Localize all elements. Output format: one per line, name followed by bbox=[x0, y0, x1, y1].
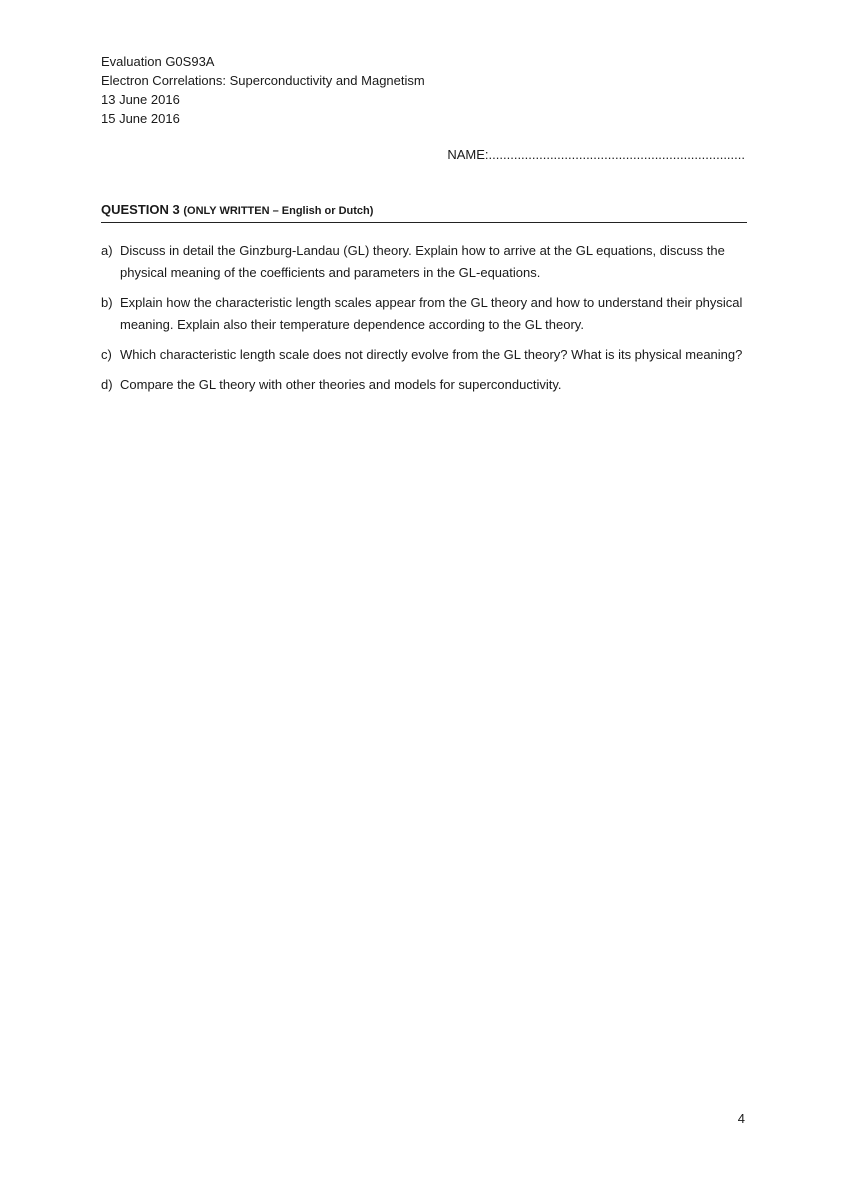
item-letter: d) bbox=[101, 377, 113, 392]
item-letter: c) bbox=[101, 347, 112, 362]
question-title: QUESTION 3 bbox=[101, 202, 180, 217]
heading-rule bbox=[101, 222, 747, 223]
course-code: Evaluation G0S93A bbox=[101, 54, 215, 69]
item-letter: a) bbox=[101, 243, 113, 258]
exam-date-2: 15 June 2016 bbox=[101, 111, 180, 126]
question-heading bbox=[101, 202, 747, 217]
question-list bbox=[101, 240, 753, 404]
question-subtitle: (ONLY WRITTEN – English or Dutch) bbox=[183, 205, 374, 217]
name-field bbox=[447, 147, 745, 162]
question-item-c bbox=[101, 344, 753, 366]
item-text: Compare the GL theory with other theories and models for superconductivity. bbox=[120, 377, 562, 392]
item-letter: b) bbox=[101, 295, 113, 310]
item-text: Explain how the characteristic length scales appear from the GL theory and how to understand their physical meaning. Explain also their temperature dependence according to the GL theory. bbox=[120, 295, 743, 332]
document-header bbox=[101, 52, 425, 128]
question-item-a bbox=[101, 240, 753, 284]
page-number: 4 bbox=[737, 1111, 745, 1126]
question-item-b bbox=[101, 292, 753, 336]
item-text: Discuss in detail the Ginzburg-Landau (GL) theory. Explain how to arrive at the GL equations, discuss the physical meaning of the coefficients and parameters in the GL-equations. bbox=[120, 243, 725, 280]
name-dots: ....................................................................... bbox=[488, 147, 745, 162]
question-item-d bbox=[101, 374, 753, 396]
exam-date-1: 13 June 2016 bbox=[101, 92, 180, 107]
course-title: Electron Correlations: Superconductivity and Magnetism bbox=[101, 73, 425, 88]
name-label: NAME: bbox=[447, 147, 489, 162]
item-text: Which characteristic length scale does not directly evolve from the GL theory? What is its physical meaning? bbox=[120, 347, 743, 362]
